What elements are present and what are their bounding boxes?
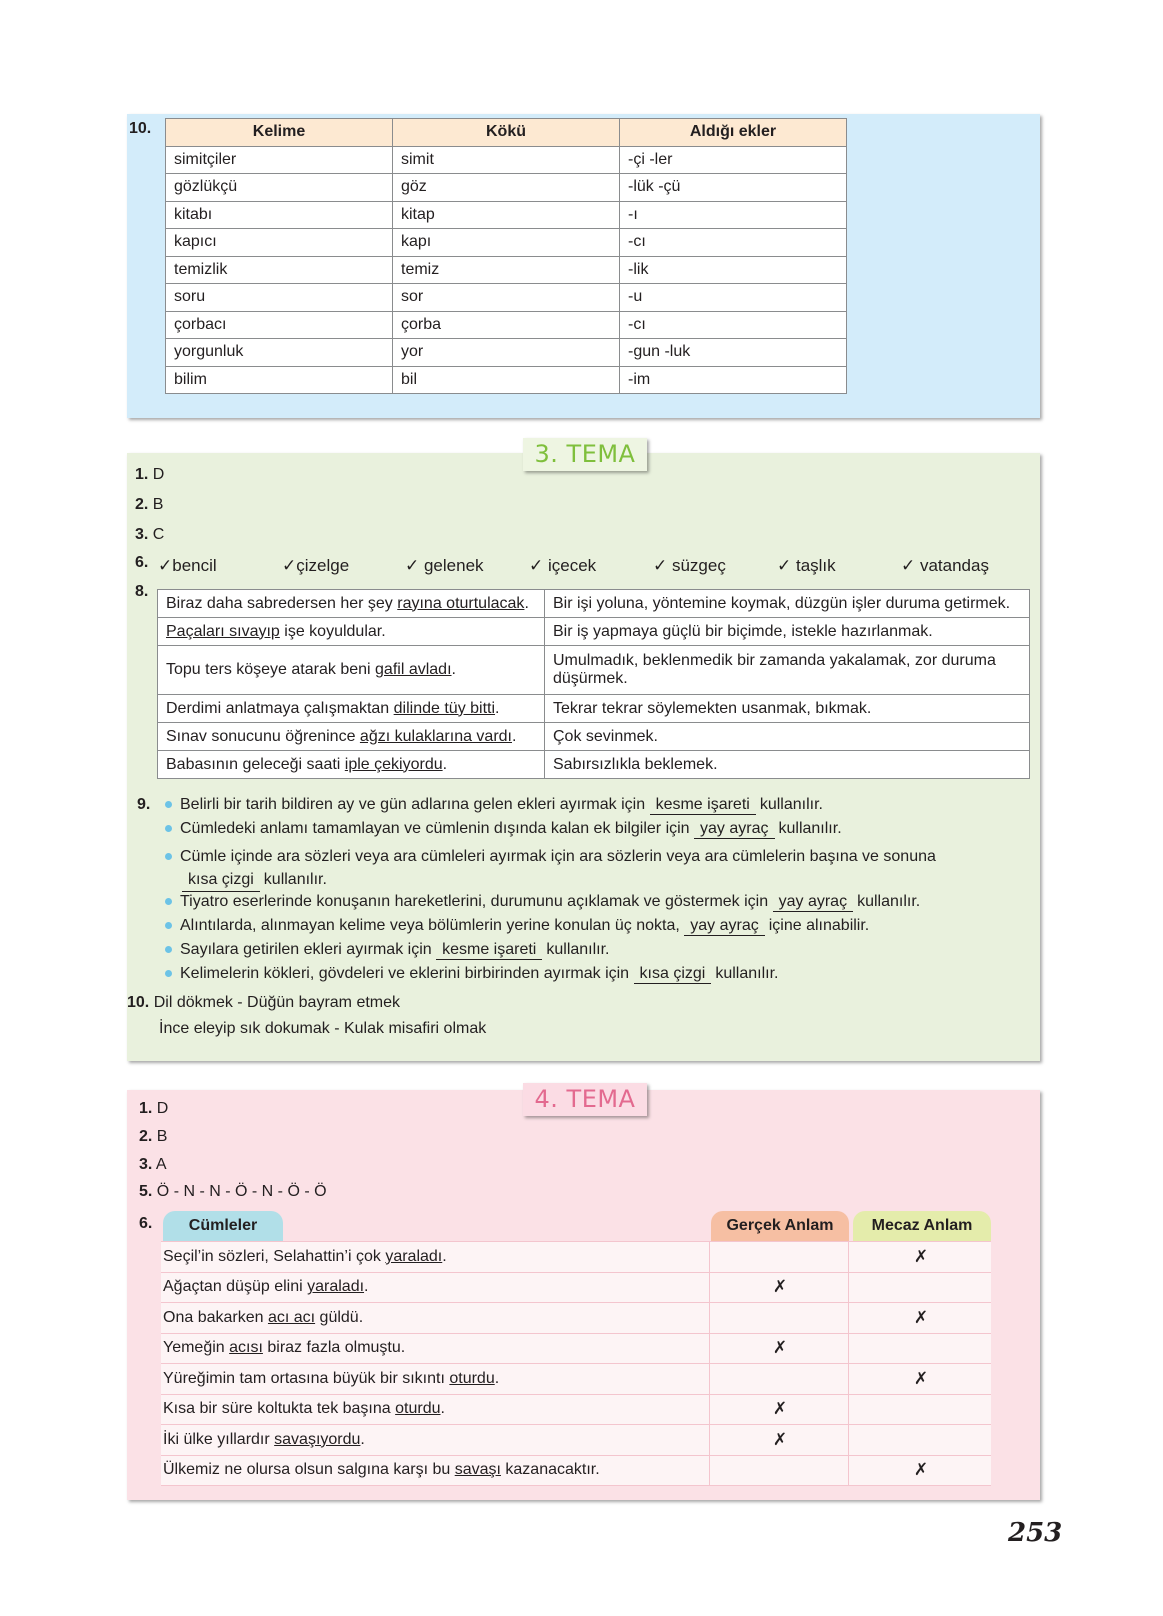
target-word: acı acı: [267, 1308, 316, 1326]
question-number-6: [139, 1215, 152, 1233]
sentence-cell: [161, 1303, 710, 1334]
table-row: [166, 146, 847, 174]
idiom-phrase: rayına oturtulacak: [397, 594, 525, 612]
sentence-pre: Sınav sonucunu öğrenince: [166, 727, 360, 745]
cell-ekler: -ı: [620, 201, 847, 229]
cell-koku: bil: [393, 366, 620, 394]
answer-text: B: [156, 1128, 168, 1145]
cell-koku: simit: [393, 146, 620, 174]
sentence-pre: Yemeğin: [163, 1339, 230, 1357]
sentence-cell: [161, 1242, 710, 1272]
bullet-dot-icon: [165, 801, 172, 808]
bullet-post: kullanılır.: [857, 893, 921, 910]
bullet-item: [165, 845, 985, 892]
figurative-mark: ✗: [849, 1303, 992, 1334]
answer-line: [139, 1183, 327, 1201]
answer-text: B: [152, 496, 164, 513]
sentence-pre: Yüreğimin tam ortasına büyük bir sıkıntı: [163, 1369, 450, 1387]
sentence-post: .: [495, 699, 500, 717]
answer-blank: kesme işareti: [650, 796, 756, 815]
target-word: yaraladı: [307, 1278, 365, 1296]
idiom-sentence: [158, 618, 545, 646]
question-number: 8.: [135, 583, 149, 600]
header-cumleler: Cümleler: [163, 1211, 283, 1241]
table-row: [161, 1272, 991, 1303]
idiom-meaning-table: [157, 589, 1030, 779]
section-10-panel: [127, 114, 1040, 418]
question-number: 3.: [135, 526, 149, 543]
answer-line: [139, 1156, 167, 1174]
checked-word: ✓ vatandaş: [901, 556, 989, 575]
sentence-post: .: [512, 727, 517, 745]
cell-ekler: -çi -ler: [620, 146, 847, 174]
answer-blank: yay ayraç: [773, 893, 853, 912]
idiom-meaning: Umulmadık, beklenmedik bir zamanda yakalamak, zor duruma düşürmek.: [545, 646, 1030, 695]
figurative-mark: [849, 1394, 992, 1425]
literal-mark: [710, 1455, 849, 1486]
cell-ekler: -u: [620, 284, 847, 312]
bullet-text: Cümledeki anlamı tamamlayan ve cümlenin dışında kalan ek bilgiler için: [180, 820, 690, 837]
bullet-text: Cümle içinde ara sözleri veya ara cümleleri ayırmak için ara sözlerin veya ara cümlelerin başına ve sonuna: [180, 848, 936, 865]
idiom-phrase: Paçaları sıvayıp: [166, 622, 280, 640]
cell-koku: çorba: [393, 311, 620, 339]
table-row: [158, 723, 1030, 751]
bullet-item: [165, 965, 778, 984]
sentence-pre: Biraz daha sabredersen her şey: [166, 594, 398, 612]
sentence-post: güldü.: [315, 1308, 364, 1326]
answer-text: D: [152, 466, 165, 483]
answer-line: [139, 1100, 168, 1118]
checked-word: ✓ gelenek: [405, 556, 484, 575]
answer-text: A: [155, 1156, 167, 1173]
target-word: savaşıyordu: [274, 1430, 361, 1448]
idiom-sentence: [158, 646, 545, 695]
cell-kelime: çorbacı: [166, 311, 393, 339]
cell-ekler: -gun -luk: [620, 339, 847, 367]
question-number: 5.: [139, 1183, 153, 1200]
bullet-post: kullanılır.: [546, 941, 610, 958]
literal-mark: ✗: [710, 1425, 849, 1456]
sentence-pre: Ağaçtan düşüp elini: [163, 1278, 308, 1296]
checked-word: ✓ taşlık: [777, 556, 836, 575]
cell-koku: kitap: [393, 201, 620, 229]
idiom-sentence: [158, 695, 545, 723]
sentence-pre: Seçil’in sözleri, Selahattin’i çok: [163, 1247, 386, 1265]
idiom-sentence: [158, 723, 545, 751]
sentence-pre: Topu ters köşeye atarak beni: [166, 661, 376, 678]
table-row: [166, 284, 847, 312]
question-number: 2.: [139, 1128, 153, 1145]
header-mecaz-anlam: Mecaz Anlam: [853, 1211, 991, 1241]
cell-kelime: bilim: [166, 366, 393, 394]
cell-kelime: soru: [166, 284, 393, 312]
bullet-post: kullanılır.: [715, 965, 779, 982]
sentence-post: .: [451, 661, 456, 678]
question-number: 3.: [139, 1156, 153, 1173]
cell-kelime: kitabı: [166, 201, 393, 229]
answer-text: D: [156, 1100, 169, 1117]
sentence-post: .: [442, 755, 448, 773]
idiom-sentence: [158, 590, 545, 618]
answer-line: [139, 1128, 167, 1146]
sentence-post: .: [360, 1430, 365, 1448]
question-number: 10.: [129, 120, 152, 137]
question-number: 10.: [127, 994, 150, 1011]
sentence-pre: Ülkemiz ne olursa olsun salgına karşı bu: [163, 1461, 455, 1479]
cell-ekler: -cı: [620, 311, 847, 339]
header-kelime: Kelime: [166, 119, 393, 147]
table-row: [161, 1242, 991, 1272]
idiom-meaning: Tekrar tekrar söylemekten usanmak, bıkmak.: [545, 695, 1030, 723]
figurative-mark: ✗: [849, 1455, 992, 1486]
sentence-pre: Ona bakarken: [163, 1308, 268, 1326]
target-word: yaraladı: [385, 1247, 443, 1265]
sentence-post: .: [494, 1369, 500, 1387]
checked-word: ✓ içecek: [529, 556, 597, 575]
question-10-line-1: [127, 994, 400, 1012]
tema-3-title: 3. TEMA: [523, 438, 647, 471]
sentence-post: biraz fazla olmuştu.: [262, 1339, 406, 1357]
figurative-mark: [849, 1425, 992, 1456]
table-row: [161, 1333, 991, 1364]
answer-text: Dil dökmek - Düğün bayram etmek: [153, 994, 401, 1011]
question-number-8: [135, 583, 148, 601]
target-word: savaşı: [454, 1461, 501, 1479]
bullet-item: [165, 893, 920, 912]
table-row: [161, 1455, 991, 1486]
question-10-line-2: İnce eleyip sık dokumak - Kulak misafiri olmak: [159, 1020, 487, 1037]
question-number: 6.: [139, 1215, 153, 1232]
answer-blank: yay ayraç: [694, 820, 774, 839]
bullet-item: [165, 820, 842, 839]
word-root-table: [165, 118, 847, 394]
sentence-post: .: [442, 1247, 447, 1265]
sentence-pre: Babasının geleceği saati: [166, 755, 345, 773]
literal-mark: ✗: [710, 1272, 849, 1303]
sentence-cell: [161, 1455, 710, 1486]
bullet-dot-icon: [165, 970, 172, 977]
header-koku: Kökü: [393, 119, 620, 147]
table-row: [158, 590, 1030, 618]
sentence-pre: Kısa bir süre koltukta tek başına: [163, 1400, 396, 1418]
cell-kelime: yorgunluk: [166, 339, 393, 367]
figurative-mark: [849, 1272, 992, 1303]
sentence-cell: [161, 1272, 710, 1303]
table-row: [166, 366, 847, 394]
bullet-dot-icon: [165, 898, 172, 905]
table-row: [158, 618, 1030, 646]
literal-figurative-table: [161, 1242, 991, 1486]
cell-ekler: -im: [620, 366, 847, 394]
question-number: 2.: [135, 496, 149, 513]
cell-koku: sor: [393, 284, 620, 312]
answer-text: Ö - N - N - Ö - N - Ö - Ö: [156, 1183, 327, 1200]
answer-blank: kısa çizgi: [182, 868, 260, 892]
sentence-pre: İki ülke yıllardır: [163, 1430, 275, 1448]
sentence-post: işe koyuldular.: [279, 622, 386, 640]
question-number: 6.: [135, 554, 149, 571]
question-number-9: [137, 796, 150, 814]
sentence-post: .: [364, 1278, 369, 1296]
cell-ekler: -lük -çü: [620, 174, 847, 202]
bullet-text: Tiyatro eserlerinde konuşanın hareketlerini, durumunu açıklamak ve göstermek için: [180, 893, 769, 910]
idiom-meaning: Bir iş yapmaya güçlü bir biçimde, istekle hazırlanmak.: [545, 618, 1030, 646]
figurative-mark: ✗: [849, 1364, 992, 1395]
bullet-item: [165, 796, 823, 815]
bullet-dot-icon: [165, 922, 172, 929]
target-word: oturdu: [395, 1400, 441, 1418]
bullet-item: [165, 917, 869, 936]
bullet-text: Alıntılarda, alınmayan kelime veya bölümlerin yerine konulan üç nokta,: [180, 917, 680, 934]
table-row: [166, 229, 847, 257]
answer-line: [135, 466, 164, 484]
bullet-item: [165, 941, 610, 960]
bullet-text: Sayılara getirilen ekleri ayırmak için: [180, 941, 432, 958]
bullet-post: kullanılır.: [759, 796, 823, 813]
answer-line: [135, 496, 163, 514]
cell-ekler: -lik: [620, 256, 847, 284]
literal-mark: [710, 1303, 849, 1334]
table-row: [158, 646, 1030, 695]
answer-blank: kesme işareti: [436, 941, 542, 960]
cell-koku: yor: [393, 339, 620, 367]
table-row: [166, 339, 847, 367]
sentence-post: .: [440, 1400, 445, 1418]
table-row: [166, 311, 847, 339]
cell-ekler: -cı: [620, 229, 847, 257]
question-number: 1.: [135, 466, 149, 483]
idiom-sentence: [158, 751, 545, 779]
header-gercek-anlam: Gerçek Anlam: [711, 1211, 849, 1241]
table-row: [166, 201, 847, 229]
table-row: [166, 256, 847, 284]
idiom-meaning: Çok sevinmek.: [545, 723, 1030, 751]
idiom-phrase: gafil avladı: [375, 661, 452, 678]
target-word: oturdu: [449, 1369, 495, 1387]
question-number: 9.: [137, 796, 151, 813]
question-number: 1.: [139, 1100, 153, 1117]
tema-4-title: 4. TEMA: [523, 1083, 647, 1116]
table-row: [158, 695, 1030, 723]
answer-blank: yay ayraç: [684, 917, 764, 936]
table-header-row: [166, 119, 847, 147]
page-number: 253: [1008, 1518, 1063, 1548]
bullet-post: kullanılır.: [778, 820, 842, 837]
idiom-phrase: ağzı kulaklarına vardı: [359, 727, 512, 745]
bullet-post: içine alınabilir.: [768, 917, 870, 934]
table-row: [161, 1303, 991, 1334]
bullet-dot-icon: [165, 946, 172, 953]
table-row: [166, 174, 847, 202]
answer-line: [135, 526, 164, 544]
bullet-dot-icon: [165, 825, 172, 832]
sentence-post: kazanacaktır.: [500, 1461, 600, 1479]
checked-word: ✓çizelge: [282, 556, 350, 575]
sentence-cell: [161, 1394, 710, 1425]
idiom-phrase: iple çekiyordu: [344, 755, 443, 773]
idiom-meaning: Bir işi yoluna, yöntemine koymak, düzgün işler duruma getirmek.: [545, 590, 1030, 618]
answer-text: C: [152, 526, 165, 543]
literal-mark: ✗: [710, 1394, 849, 1425]
checked-words-row: [0, 556, 1163, 580]
header-aldigi-ekler: Aldığı ekler: [620, 119, 847, 147]
idiom-meaning: Sabırsızlıkla beklemek.: [545, 751, 1030, 779]
bullet-dot-icon: [165, 853, 172, 860]
figurative-mark: ✗: [849, 1242, 992, 1272]
bullet-text: Kelimelerin kökleri, gövdeleri ve eklerini birbirinden ayırmak için: [180, 965, 630, 982]
bullet-post: kullanılır.: [263, 871, 327, 888]
table-row: [161, 1425, 991, 1456]
sentence-pre: Derdimi anlatmaya çalışmaktan: [166, 699, 394, 717]
cell-koku: kapı: [393, 229, 620, 257]
checked-word: ✓bencil: [158, 556, 217, 575]
sentence-cell: [161, 1333, 710, 1364]
literal-mark: [710, 1364, 849, 1395]
target-word: acısı: [229, 1339, 263, 1357]
table-row: [161, 1364, 991, 1395]
cell-kelime: gözlükçü: [166, 174, 393, 202]
table-row: [158, 751, 1030, 779]
bullet-text: Belirli bir tarih bildiren ay ve gün adlarına gelen ekleri ayırmak için: [180, 796, 646, 813]
checked-word: ✓ süzgeç: [653, 556, 726, 575]
sentence-cell: [161, 1425, 710, 1456]
literal-mark: ✗: [710, 1333, 849, 1364]
table-row: [161, 1394, 991, 1425]
cell-koku: temiz: [393, 256, 620, 284]
idiom-phrase: dilinde tüy bitti: [393, 699, 496, 717]
answer-blank: kısa çizgi: [634, 965, 712, 984]
cell-kelime: simitçiler: [166, 146, 393, 174]
sentence-cell: [161, 1364, 710, 1395]
cell-koku: göz: [393, 174, 620, 202]
literal-mark: [710, 1242, 849, 1272]
figurative-mark: [849, 1333, 992, 1364]
cell-kelime: temizlik: [166, 256, 393, 284]
sentence-post: .: [524, 594, 529, 612]
cell-kelime: kapıcı: [166, 229, 393, 257]
